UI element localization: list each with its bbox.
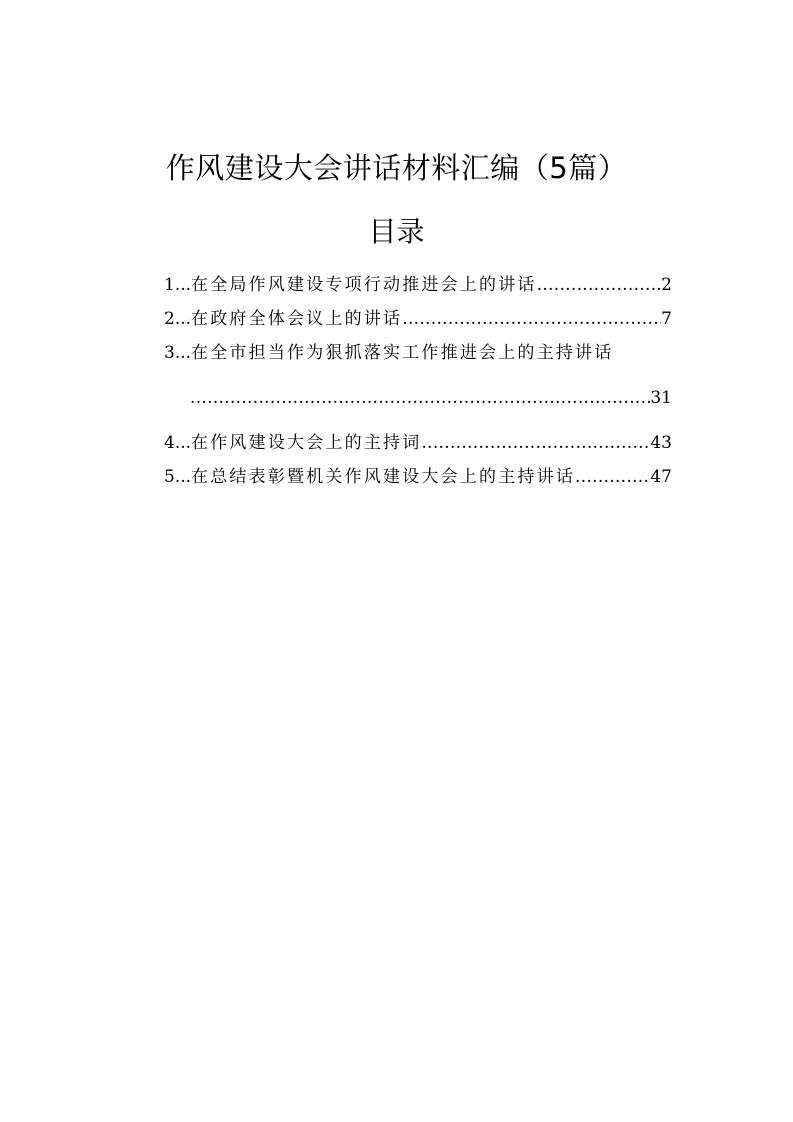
toc-heading: 目录 <box>368 215 425 248</box>
toc-dot-leader <box>537 268 662 302</box>
toc-entry-number: 5... <box>164 467 192 487</box>
toc-entry-5[interactable] <box>164 460 672 494</box>
toc-dot-leader <box>402 302 661 336</box>
toc-entry-title: 在作风建设大会上的主持词 <box>191 433 422 453</box>
document-title: 作风建设大会讲话材料汇编（5篇） <box>165 151 628 185</box>
toc-entry-page: 43 <box>650 433 672 453</box>
toc-entry-page: 2 <box>661 275 672 295</box>
toc-dot-leader <box>190 370 650 426</box>
toc-dot-leader <box>421 426 650 460</box>
toc-entry-number: 1... <box>164 275 192 295</box>
toc-entry-page: 47 <box>650 467 672 487</box>
toc-entry-number: 3... <box>164 343 192 363</box>
toc-entry-page: 31 <box>650 388 672 408</box>
toc-entry-1[interactable] <box>164 268 672 302</box>
toc-entry-title: 在总结表彰暨机关作风建设大会上的主持讲话 <box>191 467 576 487</box>
toc-entry-number: 2... <box>164 309 192 329</box>
toc-entry-title: 在全市担当作为狠抓落实工作推进会上的主持讲话 <box>191 343 614 363</box>
toc-entry-title: 在政府全体会议上的讲话 <box>191 309 403 329</box>
toc-entry-number: 4... <box>164 433 192 453</box>
toc-entry-2[interactable] <box>164 302 672 336</box>
toc-entry-3-continuation[interactable] <box>164 370 672 426</box>
toc-entry-page: 7 <box>661 309 672 329</box>
toc-entry-title: 在全局作风建设专项行动推进会上的讲话 <box>191 275 537 295</box>
toc-dot-leader <box>575 460 650 494</box>
table-of-contents <box>164 268 672 494</box>
toc-entry-3[interactable] <box>164 336 672 370</box>
toc-entry-4[interactable] <box>164 426 672 460</box>
